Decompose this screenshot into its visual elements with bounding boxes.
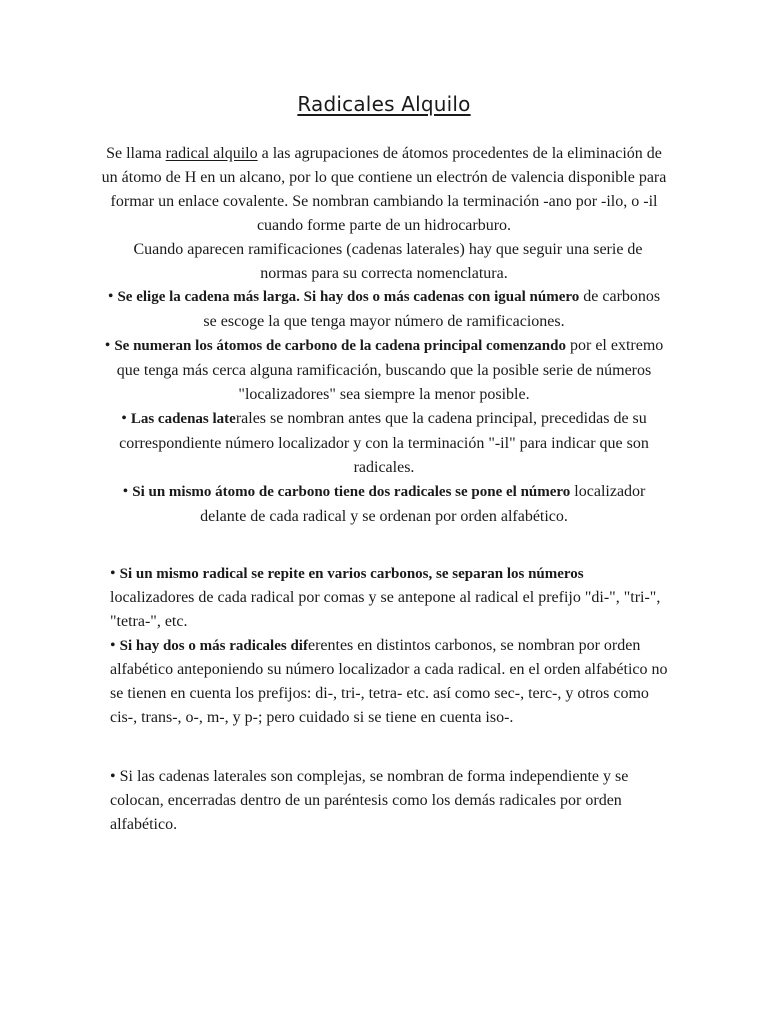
rule-text: por el extremo que tenga más cerca alguna ramificación, buscando que la posible serie de números "localizadores" sea siempre la menor posible. bbox=[116, 337, 664, 404]
page-title: Radicales Alquilo bbox=[297, 92, 471, 116]
rule-bold-text: Se elige la cadena más larga. Si hay dos o más cadenas con igual número bbox=[117, 289, 580, 306]
rule-item bbox=[100, 334, 668, 407]
rule-bold-text: Si un mismo átomo de carbono tiene dos radicales se pone el número bbox=[132, 483, 571, 500]
bullet: • bbox=[107, 288, 118, 306]
rule-bold-text: Si hay dos o más radicales dif bbox=[119, 638, 308, 654]
bullet: • bbox=[121, 409, 131, 427]
bullet: • bbox=[110, 565, 120, 582]
rule-bold-text: Las cadenas late bbox=[130, 410, 236, 427]
centered-text-block bbox=[100, 142, 668, 529]
ramifications-text: Cuando aparecen ramificaciones (cadenas laterales) hay que seguir una serie de normas para su correcta nomenclatura. bbox=[133, 240, 643, 282]
rule-item bbox=[100, 480, 668, 529]
intro-lead: Se llama bbox=[106, 145, 166, 162]
rule-item bbox=[110, 634, 670, 730]
rule-bold-text: Si un mismo radical se repite en varios carbonos, se separan los números bbox=[119, 566, 584, 582]
intro-paragraph bbox=[100, 142, 668, 238]
rule-text: localizador delante de cada radical y se ordenan por orden alfabético. bbox=[200, 482, 646, 525]
rule-item bbox=[100, 285, 668, 334]
intro-term: radical alquilo bbox=[165, 145, 258, 162]
bullet: • bbox=[122, 482, 133, 500]
rule-text: localizadores de cada radical por comas y se antepone al radical el prefijo "di-", "tri-", "tetra-", etc. bbox=[110, 589, 661, 630]
intro-rest: a las agrupaciones de átomos procedentes de la eliminación de un átomo de H en un alcano, por lo que contiene un electrón de valencia disponible para formar un enlace covalente. Se nombran cambiando la terminación -ano por -ilo, o -il cuando forme parte de un hidrocarburo. bbox=[101, 145, 667, 234]
rule-text: rales se nombran antes que la cadena principal, precedidas de su correspondiente número localizador y con la terminación "-il" para indicar que son radicales. bbox=[119, 409, 649, 476]
bullet: • bbox=[110, 637, 120, 654]
bullet: • bbox=[104, 337, 115, 355]
rule-text: erentes en distintos carbonos, se nombran por orden alfabético anteponiendo su número localizador a cada radical. en el orden alfabético no se tienen en cuenta los prefijos: di-, tri-, tetra- etc. así como sec-, terc-, y otros como cis-, trans-, o-, m-, y p-; pero cuidado si se tiene en cuenta iso-. bbox=[110, 637, 668, 726]
rule-item bbox=[110, 562, 670, 634]
rule-item bbox=[100, 407, 668, 480]
rule-bold-text: Se numeran los átomos de carbono de la cadena principal comenzando bbox=[114, 338, 566, 355]
final-text-block bbox=[110, 765, 670, 837]
final-paragraph: • Si las cadenas laterales son complejas, se nombran de forma independiente y se colocan, encerradas dentro de un paréntesis como los demás radicales por orden alfabético. bbox=[110, 768, 629, 833]
left-text-block bbox=[110, 562, 670, 730]
rule-text: de carbonos se escoge la que tenga mayor número de ramificaciones. bbox=[203, 288, 661, 331]
ramifications-paragraph bbox=[100, 238, 668, 286]
